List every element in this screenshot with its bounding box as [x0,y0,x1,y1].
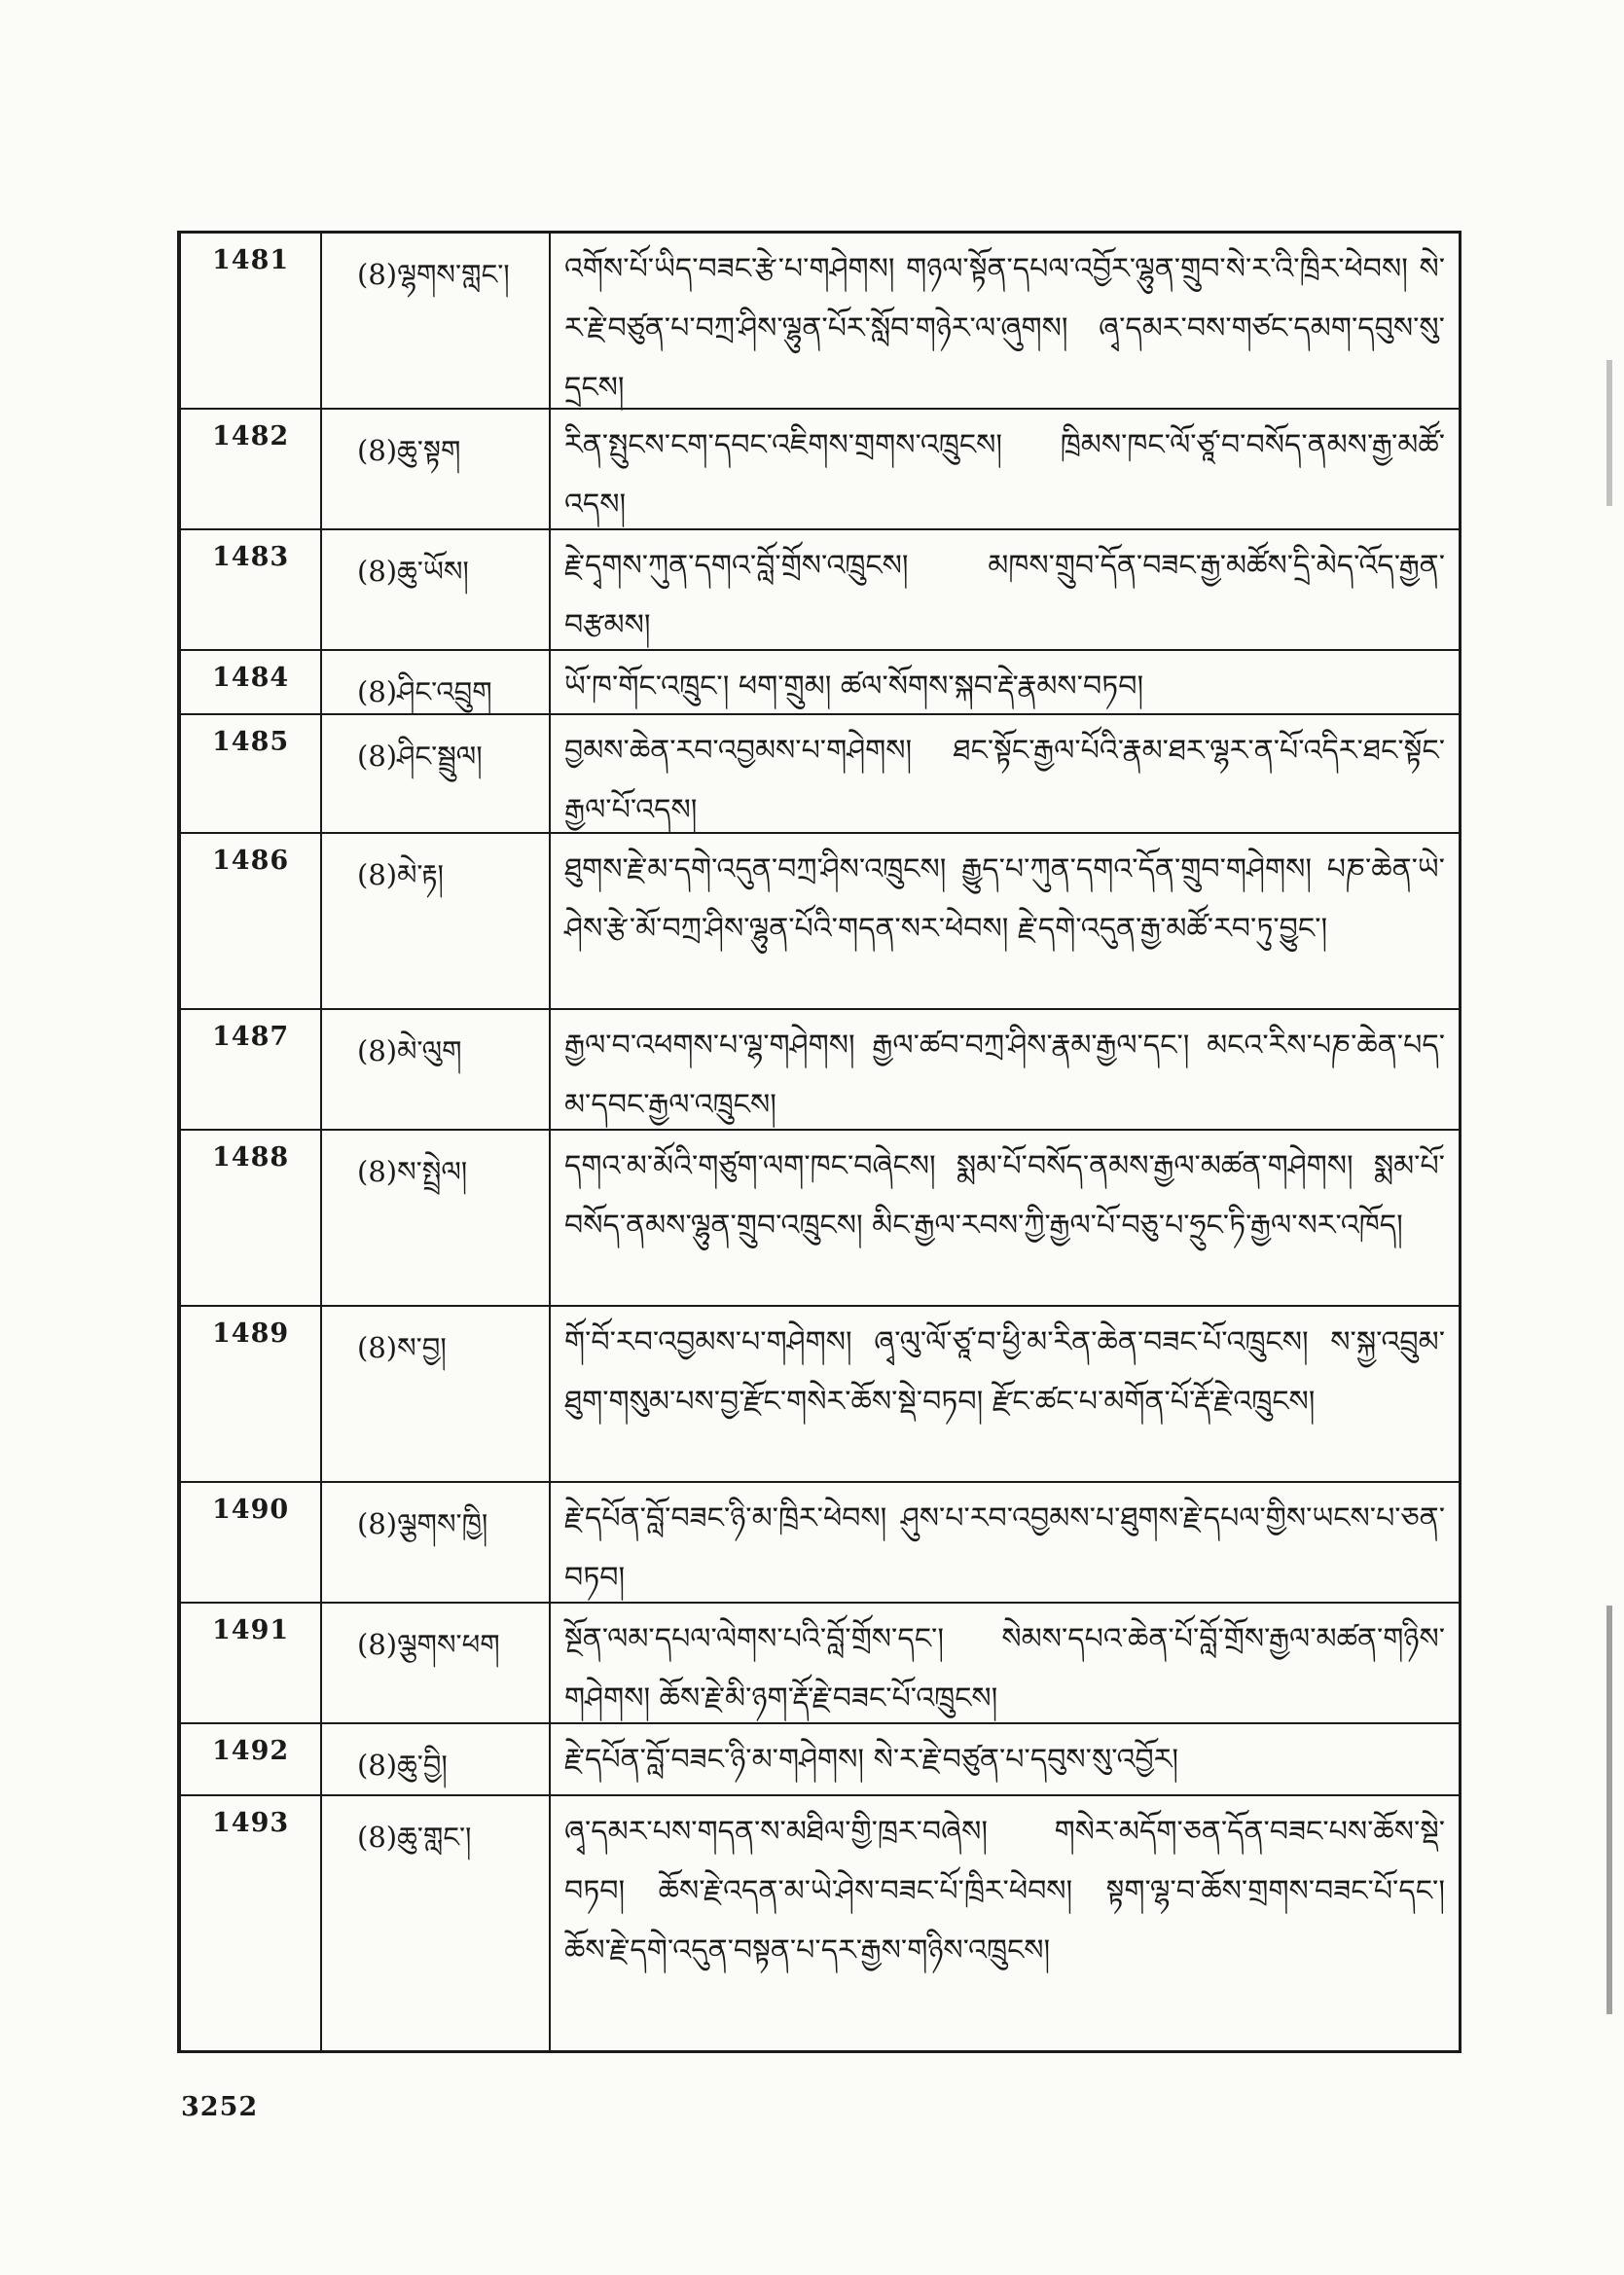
year-number: 1484 [212,663,290,693]
year-name: (8)ལྷགས་གླང་། [357,258,510,291]
table-row [181,834,1459,1010]
year-name-cell [322,1010,551,1129]
year-name: (8)ལྕགས་ཁྱི། [357,1507,488,1540]
year-name-cell [322,234,551,408]
year-number: 1489 [212,1318,290,1349]
events-cell [551,834,1459,1008]
year-name-cell [322,1307,551,1481]
year-cell [181,410,322,528]
table-row [181,530,1459,651]
year-name-cell [322,1604,551,1722]
year-cell [181,715,322,832]
events-cell [551,1604,1459,1722]
year-name-cell [322,530,551,649]
events-text: ཡོ་ཁ་གོང་འཁྲུང་། ཕག་གྲུམ། ཚལ་སོགས་སྐབ་རྡེ་རྣམས་བཏབ། [564,669,1144,704]
year-cell [181,1010,322,1129]
events-cell [551,1483,1459,1602]
events-text: རྒྱལ་བ་འཕགས་པ་ལྷ་གཤེགས། རྒྱལ་ཚབ་བཀྲ་ཤིས་རྣམ་རྒྱལ་དང་། མངའ་རིས་པཎ་ཆེན་པད་མ་དབང་རྒྱལ་འཁྲུངས། [564,1029,1445,1122]
page-number: 3252 [181,2092,259,2122]
year-name: (8)ས་སྤྲེལ། [357,1155,468,1188]
table-row [181,715,1459,834]
year-cell [181,1724,322,1794]
events-text: རྗེ་དྭགས་ཀུན་དགའ་བློ་གྲོས་འཁྲུངས། མཁས་གྲུབ་དོན་བཟང་རྒྱ་མཚོས་དྲི་མེད་འོད་རྒྱན་བརྩམས། [564,549,1445,642]
table-row [181,410,1459,530]
events-text: བྱམས་ཆེན་རབ་འབྱམས་པ་གཤེགས། ཐང་སྟོང་རྒྱལ་པོའི་རྣམ་ཐར་ལྷར་ན་པོ་འདིར་ཐང་སྟོང་རྒྱལ་པོ་འདས། [564,734,1445,827]
year-cell [181,1796,322,2050]
year-name-cell [322,1796,551,2050]
year-cell [181,1604,322,1722]
table-row [181,1010,1459,1131]
table-row [181,1131,1459,1307]
scan-edge-mark [1606,360,1612,506]
year-name-cell [322,834,551,1008]
year-number: 1485 [212,727,290,757]
year-cell [181,651,322,713]
year-name-cell [322,715,551,832]
year-number: 1488 [212,1142,290,1173]
events-text: སྔོན་ལམ་དཔལ་ལེགས་པའི་བློ་གྲོས་དང་། སེམས་དཔའ་ཆེན་པོ་བློ་གྲོས་རྒྱལ་མཚན་གཉིས་གཤེགས། ཆོས་རྗེ་མི་ཉག་རྡོ་རྗེ་བཟང་པོ་འཁྲུངས། [564,1622,1445,1715]
year-number: 1486 [212,846,290,876]
year-cell [181,1307,322,1481]
events-cell [551,1131,1459,1305]
year-number: 1481 [212,245,290,275]
year-name: (8)ཆུ་ཡོས། [357,555,469,588]
table-row [181,1483,1459,1604]
events-cell [551,651,1459,713]
year-name-cell [322,651,551,713]
table-row [181,234,1459,410]
table-row [181,651,1459,715]
year-name: (8)ལྕགས་ཕག [357,1628,500,1661]
year-number: 1487 [212,1022,290,1052]
year-number: 1493 [212,1808,290,1838]
year-number: 1482 [212,421,290,451]
year-cell [181,834,322,1008]
events-text: རྗེ་དཔོན་བློ་བཟང་ཉི་མ་གཤེགས། སེ་ར་རྗེ་བཙུན་པ་དབུས་སུ་འབྱོར། [564,1743,1179,1777]
events-text: ཐུགས་རྗེ་མ་དགེ་འདུན་བཀྲ་ཤིས་འཁྲུངས། རྒྱུད་པ་ཀུན་དགའ་དོན་གྲུབ་གཤེགས། པཎ་ཆེན་ཡེ་ཤེས་རྩེ་མོ་བཀྲ་ཤིས་ལྷུན་པོའི་གདན་སར་ཕེབས། རྗེ་དགེ་འདུན་རྒྱ་མཚོ་རབ་ཏུ་བྱུང་། [564,852,1445,946]
year-name: (8)མེ་ལུག [357,1034,462,1067]
events-text: ཞྭ་དམར་པས་གདན་ས་མཐིལ་གྱི་ཁྲར་བཞེས། གསེར་མདོག་ཅན་དོན་བཟང་པས་ཆོས་སྡེ་བཏབ། ཆོས་རྗེ་འདན་མ་ཡེ་ཤེས་བཟང་པོ་ཁྲིར་ཕེབས། སྟག་ལྷ་བ་ཆོས་གྲགས་བཟང་པོ་དང་། ཆོས་རྗེ་དགེ་འདུན་བསྟན་པ་དར་རྒྱས་གཉིས་འཁྲུངས། [564,1815,1445,1968]
events-text: དགའ་མ་མོའི་གཙུག་ལག་ཁང་བཞེངས། སྨམ་པོ་བསོད་ནམས་རྒྱལ་མཚན་གཤེགས། སྨམ་པོ་བསོད་ནམས་ལྷུན་གྲུབ་འཁྲུངས། མིང་རྒྱལ་རབས་ཀྱི་རྒྱལ་པོ་བཅུ་པ་ཧྲུང་ཏི་རྒྱལ་སར་འཁོད། [564,1149,1445,1243]
events-cell [551,1010,1459,1129]
table-row [181,1796,1459,2050]
year-name: (8)ཤིང་འབྲུག [357,675,492,708]
year-number: 1483 [212,542,290,572]
events-text: རྗེ་དཔོན་བློ་བཟང་ཉི་མ་ཁྲིར་ཕེབས། ཤུས་པ་རབ་འབྱམས་པ་ཐུགས་རྗེ་དཔལ་གྱིས་ཡངས་པ་ཅན་བཏབ། [564,1501,1445,1595]
events-cell [551,410,1459,528]
events-cell [551,1307,1459,1481]
year-name-cell [322,1483,551,1602]
year-name: (8)ཤིང་སྦྲུལ། [357,740,483,773]
year-cell [181,1483,322,1602]
events-text: འགོས་པོ་ཡིད་བཟང་རྩེ་པ་གཤེགས། གཉལ་སྟོན་དཔལ་འབྱོར་ལྷུན་གྲུབ་སེ་ར་འི་ཁྲིར་ཕེབས། སེ་ར་རྗེ་བཙུན་པ་བཀྲ་ཤིས་ལྷུན་པོར་སློབ་གཉེར་ལ་ཞུགས། ཞྭ་དམར་བས་གཙང་དམག་དབུས་སུ་དྲངས། [564,252,1445,405]
table-row [181,1604,1459,1724]
year-number: 1490 [212,1495,290,1525]
year-name-cell [322,1131,551,1305]
year-name: (8)མེ་རྟ། [357,858,444,891]
events-text: རིན་སྤུངས་ངག་དབང་འཇིགས་གྲགས་འཁྲུངས། ཁྲིམས་ཁང་ལོ་ཙཱ་བ་བསོད་ནམས་རྒྱ་མཚོ་འདས། [564,428,1445,522]
year-name: (8)ས་བྱ། [357,1331,447,1364]
year-name: (8)ཆུ་གླང་། [357,1821,472,1854]
events-cell [551,1796,1459,2050]
year-cell [181,530,322,649]
chronology-table [177,231,1462,2053]
year-number: 1491 [212,1615,290,1645]
year-name-cell [322,1724,551,1794]
events-cell [551,234,1459,408]
year-cell [181,1131,322,1305]
table-row [181,1724,1459,1796]
year-cell [181,234,322,408]
events-cell [551,530,1459,649]
year-name: (8)ཆུ་སྟག [357,434,461,467]
scan-edge-mark [1606,1606,1612,2014]
events-text: གོ་བོ་རབ་འབྱམས་པ་གཤེགས། ཞྭ་ལུ་ལོ་ཙཱ་བ་ཕྱི་མ་རིན་ཆེན་བཟང་པོ་འཁྲུངས། ས་སྐྱ་འབྲུམ་ཐུག་གསུམ་པས་བྱ་རྫོང་གསེར་ཆོས་སྡེ་བཏབ། རྫོང་ཚང་པ་མགོན་པོ་རྡོ་རྗེ་འཁྲུངས། [564,1325,1445,1419]
year-name-cell [322,410,551,528]
table-row [181,1307,1459,1483]
year-number: 1492 [212,1736,290,1766]
events-cell [551,715,1459,832]
events-cell [551,1724,1459,1794]
year-name: (8)ཆུ་བྱི། [357,1749,448,1782]
